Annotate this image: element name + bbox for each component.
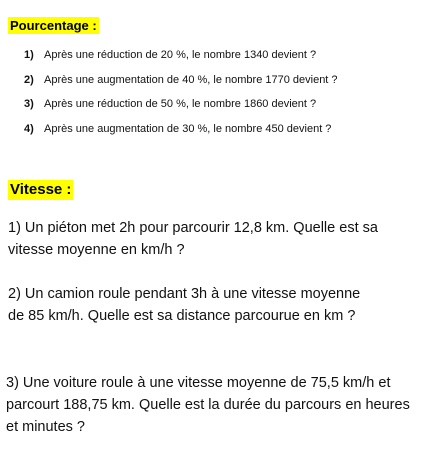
item-text: Après une augmentation de 30 %, le nombre 450 devient ? bbox=[44, 122, 332, 135]
item-number: 1) bbox=[24, 49, 34, 61]
item-number: 2) bbox=[24, 73, 34, 86]
section-title-vitesse: Vitesse : bbox=[10, 181, 72, 198]
pourcentage-list bbox=[24, 48, 424, 146]
list-item bbox=[24, 122, 424, 147]
list-item bbox=[24, 48, 424, 73]
item-text: Après une réduction de 50 %, le nombre 1860 devient ? bbox=[44, 98, 317, 110]
item-number: 4) bbox=[24, 122, 34, 135]
vitesse-problem-3: 3) Une voiture roule à une vitesse moyenne de 75,5 km/h et parcourt 188,75 km. Quelle est la durée du parcours en heures et minutes ? bbox=[6, 375, 410, 435]
section-title-pourcentage: Pourcentage : bbox=[10, 18, 97, 33]
item-number: 3) bbox=[24, 98, 34, 110]
list-item bbox=[24, 97, 424, 122]
vitesse-problem-2: 2) Un camion roule pendant 3h à une vitesse moyenne de 85 km/h. Quelle est sa distance parcourue en km ? bbox=[8, 286, 361, 324]
item-text: Après une augmentation de 40 %, le nombre 1770 devient ? bbox=[44, 73, 338, 86]
item-text: Après une réduction de 20 %, le nombre 1340 devient ? bbox=[44, 49, 317, 61]
vitesse-problem-1: 1) Un piéton met 2h pour parcourir 12,8 km. Quelle est sa vitesse moyenne en km/h ? bbox=[8, 220, 378, 258]
list-item bbox=[24, 73, 424, 98]
